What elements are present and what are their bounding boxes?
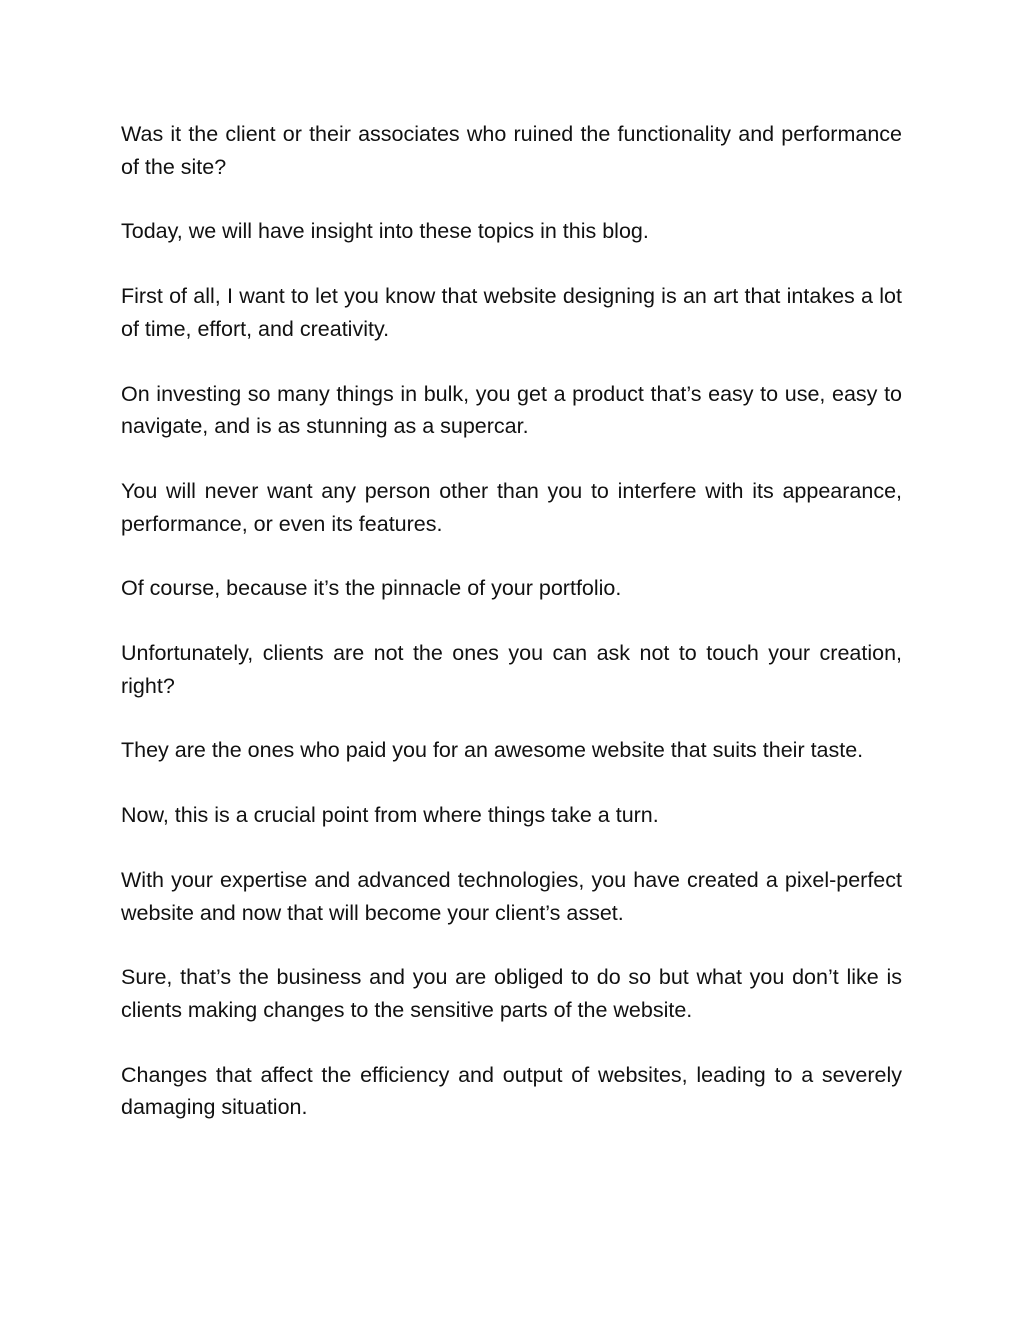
paragraph-8: They are the ones who paid you for an awesome website that suits their taste.: [121, 738, 864, 763]
document-body: [121, 118, 902, 1156]
paragraph-3: First of all, I want to let you know that website designing is an art that intakes a lot of time, effort, and creativity.: [121, 284, 902, 341]
paragraph-5: You will never want any person other than you to interfere with its appearance, performance, or even its features.: [121, 478, 902, 536]
paragraph-1: Was it the client or their associates who ruined the functionality and performance of the site?: [121, 122, 902, 179]
paragraph-12: Changes that affect the efficiency and output of websites, leading to a severely damaging situation.: [121, 1062, 902, 1120]
paragraph-4: On investing so many things in bulk, you get a product that’s easy to use, easy to navigate, and is as stunning as a supercar.: [121, 381, 902, 439]
paragraph-9: Now, this is a crucial point from where things take a turn.: [121, 803, 659, 828]
paragraph-2: Today, we will have insight into these topics in this blog.: [121, 219, 649, 244]
paragraph-11: Sure, that’s the business and you are obliged to do so but what you don’t like is clients making changes to the sensitive parts of the website.: [121, 965, 902, 1022]
paragraph-10: With your expertise and advanced technologies, you have created a pixel-perfect website and now that will become your client’s asset.: [121, 867, 902, 925]
paragraph-7: Unfortunately, clients are not the ones you can ask not to touch your creation, right?: [121, 641, 902, 698]
paragraph-6: Of course, because it’s the pinnacle of your portfolio.: [121, 576, 622, 601]
